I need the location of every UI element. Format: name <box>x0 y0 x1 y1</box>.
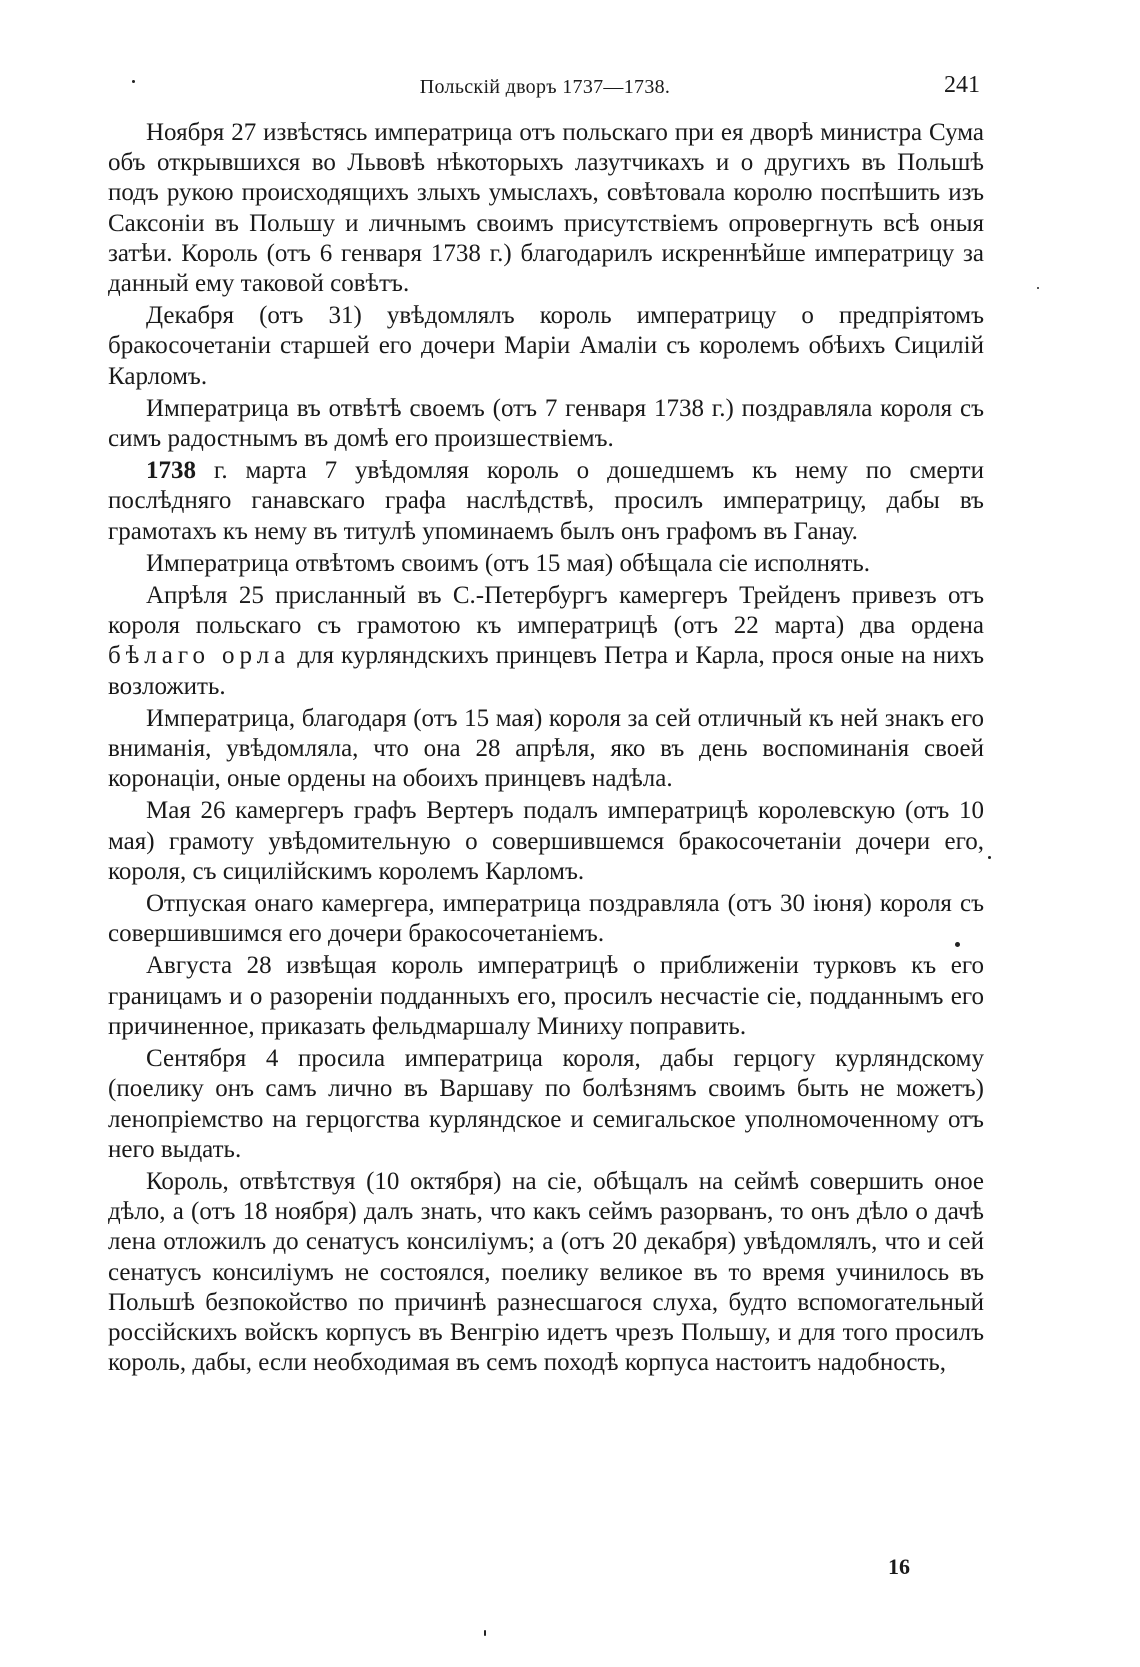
paragraph-thanks: Императрица, благодаря (отъ 15 мая) короля за сей отличный къ ней знакъ его вниманія, увѣдомляла, что она 28 апрѣля, яко въ день воспоминанія своей коронаціи, оные ордены на обоихъ принцевъ надѣла. <box>108 704 984 793</box>
paragraph-august: Августа 28 извѣщая король императрицѣ о приближеніи турковъ къ его границамъ и о разореніи подданныхъ его, просилъ несчастіе сіе, подданнымъ его причиненное, приказать фельдмаршалу Миниху поправить. <box>108 952 984 1040</box>
paragraph-orders-after: для курляндскихъ принцевъ Петра и Карла, прося оные на нихъ возложить. <box>108 642 984 700</box>
print-speck <box>1037 287 1039 289</box>
page-number: 241 <box>944 72 980 98</box>
print-speck <box>484 1630 486 1636</box>
paragraph-congratulation: Императрица въ отвѣтѣ своемъ (отъ 7 генваря 1738 г.) поздравляла короля съ симъ радостнымъ въ домѣ его произшествіемъ. <box>108 394 984 453</box>
paragraph-dismissal: Отпуская онаго камергера, императрица поздравляла (отъ 30 іюня) короля съ совершившимся его дочери бракосочетаніемъ. <box>108 890 984 948</box>
paragraph-werther: Мая 26 камергеръ графъ Вертеръ подалъ императрицѣ королевскую (отъ 10 мая) грамоту увѣдомительную о совершившемся бракосочетаніи дочери его, короля, съ сицилійскимъ королемъ Карломъ. <box>108 797 984 885</box>
year-bold: 1738 <box>146 457 196 485</box>
paragraph-answer: Императрица отвѣтомъ своимъ (отъ 15 мая) обѣщала сіе исполнять. <box>146 549 871 577</box>
paragraph-orders-before: Апрѣля 25 присланный въ С.-Петербургъ камергеръ Трейденъ привезъ отъ короля польскаго съ грамотою къ императрицѣ (отъ 22 марта) два ордена <box>108 582 984 640</box>
paragraph-november: Ноября 27 извѣстясь императрица отъ польскаго при ея дворѣ министра Сума объ открывшихся во Львовѣ нѣкоторыхъ лазутчикахъ и о другихъ въ Польшѣ подъ рукою происходящихъ злыхъ умыслахъ, совѣтовала королю поспѣшить изъ Саксоніи въ Польшу и личнымъ своимъ присутствіемъ опровергнуть всѣ оныя затѣи. Король (отъ 6 генваря 1738 г.) благодарилъ искреннѣйше императрицу за данный ему таковой совѣтъ. <box>108 119 984 298</box>
spaced-emphasis: бѣлаго орла <box>108 642 291 670</box>
print-speck <box>132 80 135 83</box>
paragraph-1738-text: г. марта 7 увѣдомляя король о дошедшемъ къ нему по смерти послѣдняго ганавскаго графа наслѣдствѣ, просилъ императрицу, дабы въ грамотахъ къ нему въ титулѣ упоминаемъ былъ онъ графомъ въ Ганау. <box>108 457 984 545</box>
paragraph-september: Сентября 4 просила императрица короля, дабы герцогу курляндскому (поелику онъ самъ лично въ Варшаву по болѣзнямъ своимъ быть не можетъ) ленопріемство на герцогства курляндское и семигальское уполномоченному отъ него выдать. <box>108 1045 984 1163</box>
print-speck <box>955 942 960 947</box>
paragraph-december: Декабря (отъ 31) увѣдомлялъ король императрицу о предпріятомъ бракосочетаніи старшей его дочери Маріи Амаліи съ королемъ обѣихъ Сицилій Карломъ. <box>108 302 984 390</box>
running-title: Польскій дворъ 1737—1738. <box>419 76 671 98</box>
signature-mark: 16 <box>888 1554 910 1579</box>
paragraph-orders <box>108 581 984 702</box>
body-text <box>108 118 984 1380</box>
paragraph-king-reply: Король, отвѣтствуя (10 октября) на сіе, обѣщалъ на сеймѣ совершить оное дѣло, а (отъ 18 ноября) далъ знать, что какъ сеймъ разорванъ, то онъ дѣло о дачѣ лена отложилъ до сенатусъ консиліумъ; а (отъ 20 декабря) увѣдомлялъ, что и сей сенатусъ консиліумъ не состоялся, поелику великое въ то время учинилось въ Польшѣ безпокойство по причинѣ разнесшагося слуха, будто вспомогательный россійскихъ войскъ корпусъ въ Венгрію идетъ чрезъ Польшу, и для того просилъ король, дабы, если необходимая въ семъ походѣ корпуса настоитъ надобность, <box>108 1167 984 1377</box>
paragraph-1738-march <box>108 456 984 547</box>
running-head <box>110 72 980 112</box>
print-speck <box>988 856 991 859</box>
